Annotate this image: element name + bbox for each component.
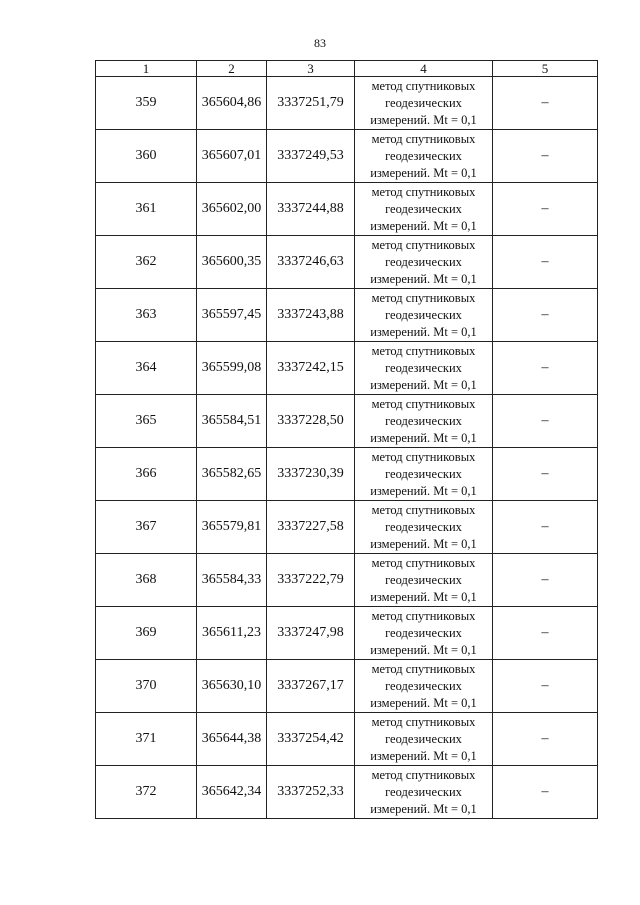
x-coordinate-cell: 365630,10 [197,660,267,713]
point-number-cell: 370 [96,660,197,713]
method-line: геодезических [385,360,462,375]
method-line: метод спутниковых [371,343,476,358]
y-coordinate-cell: 3337249,53 [267,130,355,183]
column-header-4: 4 [355,61,493,77]
method-line: измерений. Mt = 0,1 [370,748,477,763]
note-cell: – [493,660,598,713]
x-coordinate-cell: 365579,81 [197,501,267,554]
point-number-cell: 367 [96,501,197,554]
page-number: 83 [314,36,326,50]
method-line: измерений. Mt = 0,1 [370,271,477,286]
y-coordinate-cell: 3337227,58 [267,501,355,554]
x-coordinate-cell: 365602,00 [197,183,267,236]
method-line: геодезических [385,95,462,110]
x-coordinate-cell: 365611,23 [197,607,267,660]
y-coordinate-cell: 3337242,15 [267,342,355,395]
note-cell: – [493,713,598,766]
method-line: измерений. Mt = 0,1 [370,324,477,339]
method-cell [355,713,493,766]
y-coordinate-cell: 3337244,88 [267,183,355,236]
point-number-cell: 363 [96,289,197,342]
method-line: метод спутниковых [371,502,476,517]
method-line: геодезических [385,148,462,163]
column-header-5: 5 [493,61,598,77]
method-line: геодезических [385,731,462,746]
x-coordinate-cell: 365607,01 [197,130,267,183]
method-cell [355,607,493,660]
point-number-cell: 369 [96,607,197,660]
x-coordinate-cell: 365582,65 [197,448,267,501]
y-coordinate-cell: 3337230,39 [267,448,355,501]
column-header-2: 2 [197,61,267,77]
method-line: геодезических [385,307,462,322]
method-line: метод спутниковых [371,449,476,464]
method-line: метод спутниковых [371,608,476,623]
method-cell [355,766,493,819]
method-line: метод спутниковых [371,767,476,782]
method-line: геодезических [385,201,462,216]
method-cell [355,554,493,607]
method-line: метод спутниковых [371,290,476,305]
method-line: геодезических [385,625,462,640]
method-line: метод спутниковых [371,184,476,199]
note-cell: – [493,766,598,819]
method-line: метод спутниковых [371,78,476,93]
point-number-cell: 362 [96,236,197,289]
table-row [96,448,598,501]
table-row [96,236,598,289]
note-cell: – [493,607,598,660]
table-row [96,77,598,130]
method-cell [355,501,493,554]
x-coordinate-cell: 365597,45 [197,289,267,342]
note-cell: – [493,554,598,607]
point-number-cell: 366 [96,448,197,501]
method-line: измерений. Mt = 0,1 [370,112,477,127]
method-line: измерений. Mt = 0,1 [370,589,477,604]
table-body [96,77,598,819]
y-coordinate-cell: 3337222,79 [267,554,355,607]
coordinates-table [95,60,598,819]
note-cell: – [493,236,598,289]
point-number-cell: 368 [96,554,197,607]
table-row [96,289,598,342]
method-cell [355,395,493,448]
note-cell: – [493,395,598,448]
y-coordinate-cell: 3337254,42 [267,713,355,766]
method-line: метод спутниковых [371,714,476,729]
method-line: метод спутниковых [371,396,476,411]
point-number-cell: 364 [96,342,197,395]
column-header-3: 3 [267,61,355,77]
method-line: геодезических [385,519,462,534]
table-row [96,183,598,236]
method-line: измерений. Mt = 0,1 [370,218,477,233]
note-cell: – [493,130,598,183]
point-number-cell: 371 [96,713,197,766]
x-coordinate-cell: 365642,34 [197,766,267,819]
x-coordinate-cell: 365600,35 [197,236,267,289]
x-coordinate-cell: 365644,38 [197,713,267,766]
method-line: геодезических [385,466,462,481]
note-cell: – [493,501,598,554]
point-number-cell: 365 [96,395,197,448]
y-coordinate-cell: 3337228,50 [267,395,355,448]
method-cell [355,342,493,395]
note-cell: – [493,77,598,130]
note-cell: – [493,183,598,236]
y-coordinate-cell: 3337247,98 [267,607,355,660]
method-line: геодезических [385,784,462,799]
method-line: метод спутниковых [371,131,476,146]
table-row [96,713,598,766]
method-cell [355,289,493,342]
note-cell: – [493,342,598,395]
method-line: геодезических [385,572,462,587]
method-cell [355,77,493,130]
y-coordinate-cell: 3337243,88 [267,289,355,342]
method-line: измерений. Mt = 0,1 [370,695,477,710]
table-header-row [96,61,598,77]
x-coordinate-cell: 365584,33 [197,554,267,607]
y-coordinate-cell: 3337267,17 [267,660,355,713]
method-cell [355,448,493,501]
y-coordinate-cell: 3337246,63 [267,236,355,289]
table-row [96,554,598,607]
method-cell [355,183,493,236]
method-line: измерений. Mt = 0,1 [370,377,477,392]
note-cell: – [493,289,598,342]
table-row [96,660,598,713]
method-line: измерений. Mt = 0,1 [370,430,477,445]
table-row [96,395,598,448]
table-row [96,501,598,554]
method-line: геодезических [385,254,462,269]
table-row [96,766,598,819]
method-line: измерений. Mt = 0,1 [370,642,477,657]
table-row [96,130,598,183]
method-cell [355,236,493,289]
x-coordinate-cell: 365604,86 [197,77,267,130]
table-row [96,342,598,395]
y-coordinate-cell: 3337251,79 [267,77,355,130]
method-line: геодезических [385,413,462,428]
method-cell [355,130,493,183]
point-number-cell: 359 [96,77,197,130]
table-row [96,607,598,660]
x-coordinate-cell: 365584,51 [197,395,267,448]
method-line: измерений. Mt = 0,1 [370,165,477,180]
method-line: измерений. Mt = 0,1 [370,801,477,816]
method-line: измерений. Mt = 0,1 [370,536,477,551]
y-coordinate-cell: 3337252,33 [267,766,355,819]
x-coordinate-cell: 365599,08 [197,342,267,395]
point-number-cell: 360 [96,130,197,183]
column-header-1: 1 [96,61,197,77]
note-cell: – [493,448,598,501]
method-line: метод спутниковых [371,237,476,252]
method-cell [355,660,493,713]
method-line: геодезических [385,678,462,693]
point-number-cell: 361 [96,183,197,236]
method-line: метод спутниковых [371,661,476,676]
method-line: измерений. Mt = 0,1 [370,483,477,498]
point-number-cell: 372 [96,766,197,819]
method-line: метод спутниковых [371,555,476,570]
